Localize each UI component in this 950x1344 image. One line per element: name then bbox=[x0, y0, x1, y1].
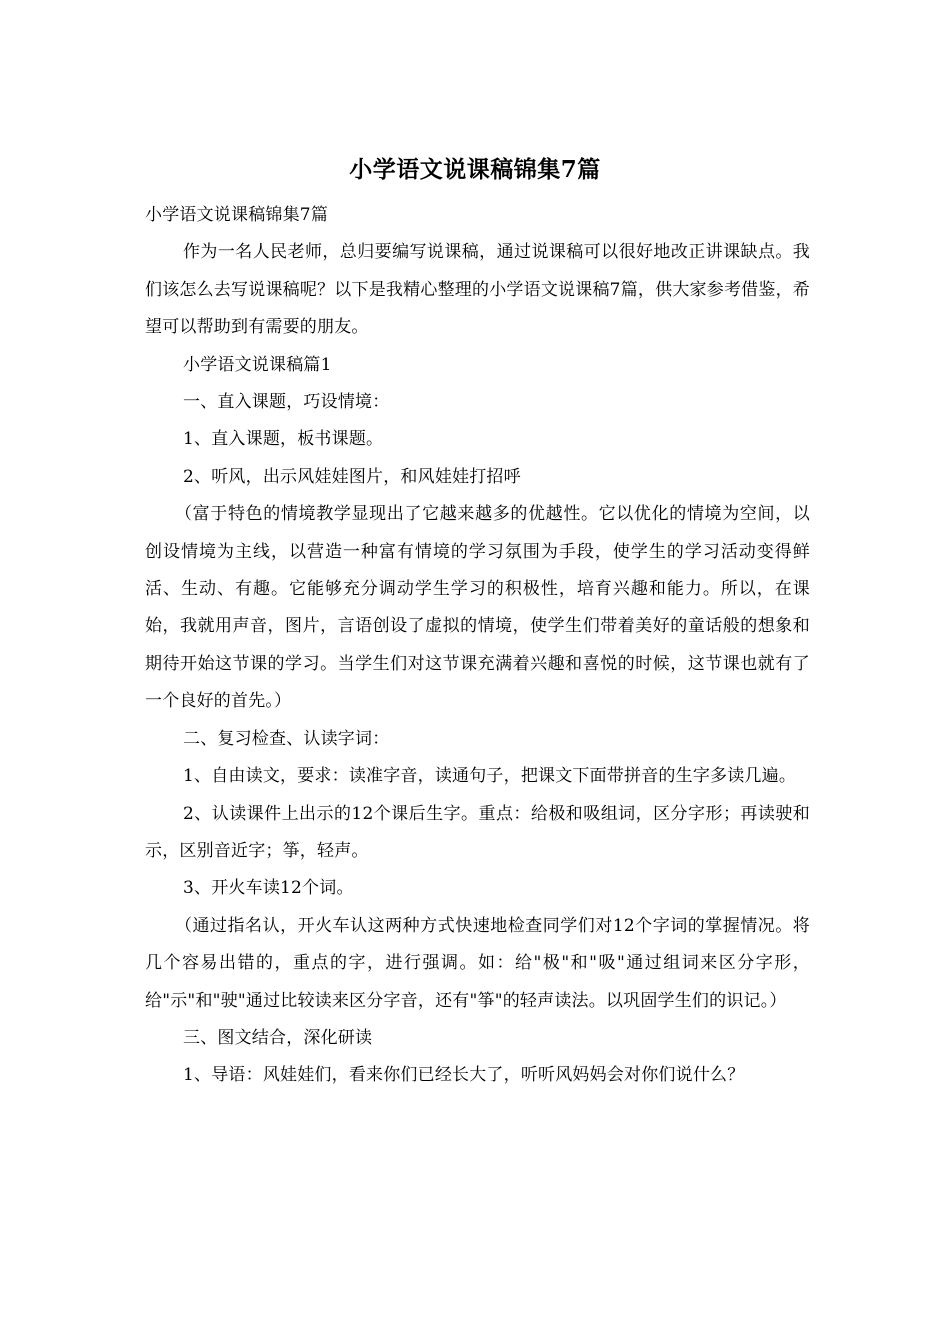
page-title: 小学语文说课稿锦集7篇 bbox=[349, 156, 601, 183]
paragraph: 小学语文说课稿锦集7篇 bbox=[145, 205, 329, 225]
paragraph: 一、直入课题，巧设情境： bbox=[183, 392, 390, 413]
paragraph: （通过指名认，开火车认这两种方式快速地检查同学们对12个字词的掌握情况。将几个容易出错的，重点的字，进行强调。如：给"极"和"吸"通过组词来区分字形，给"示"和"驶"通过比较读来区分字音，还有"筝"的轻声读法。以巩固学生们的识记。） bbox=[145, 915, 810, 1011]
paragraph: （富于特色的情境教学显现出了它越来越多的优越性。它以优化的情境为空间，以创设情境为主线，以营造一种富有情境的学习氛围为手段，使学生的学习活动变得鲜活、生动、有趣。它能够充分调动学生学习的积极性，培育兴趣和能力。所以，在课始，我就用声音，图片，言语创设了虚拟的情境，使学生们带着美好的童话般的想象和期待开始这节课的学习。当学生们对这节课充满着兴趣和喜悦的时候，这节课也就有了一个良好的首先。） bbox=[145, 504, 810, 712]
paragraph: 小学语文说课稿篇1 bbox=[183, 354, 332, 375]
paragraph: 1、直入课题，板书课题。 bbox=[183, 429, 384, 450]
paragraph: 2、听风，出示风娃娃图片，和风娃娃打招呼 bbox=[183, 466, 521, 487]
paragraph: 1、导语：风娃娃们，看来你们已经长大了，听听风妈妈会对你们说什么？ bbox=[183, 1065, 745, 1086]
paragraph: 二、复习检查、认读字词： bbox=[183, 728, 390, 749]
document-body bbox=[145, 197, 810, 1095]
paragraph: 三、图文结合，深化研读 bbox=[183, 1027, 373, 1048]
paragraph: 2、认读课件上出示的12个课后生字。重点：给极和吸组词，区分字形；再读驶和示，区别音近字；筝，轻声。 bbox=[145, 803, 810, 861]
paragraph: 1、自由读文，要求：读准字音，读通句子，把课文下面带拼音的生字多读几遍。 bbox=[183, 766, 797, 787]
paragraph: 作为一名人民老师，总归要编写说课稿，通过说课稿可以很好地改正讲课缺点。我们该怎么去写说课稿呢？以下是我精心整理的小学语文说课稿7篇，供大家参考借鉴，希望可以帮助到有需要的朋友。 bbox=[145, 242, 810, 338]
paragraph: 3、开火车读12个词。 bbox=[183, 878, 354, 899]
